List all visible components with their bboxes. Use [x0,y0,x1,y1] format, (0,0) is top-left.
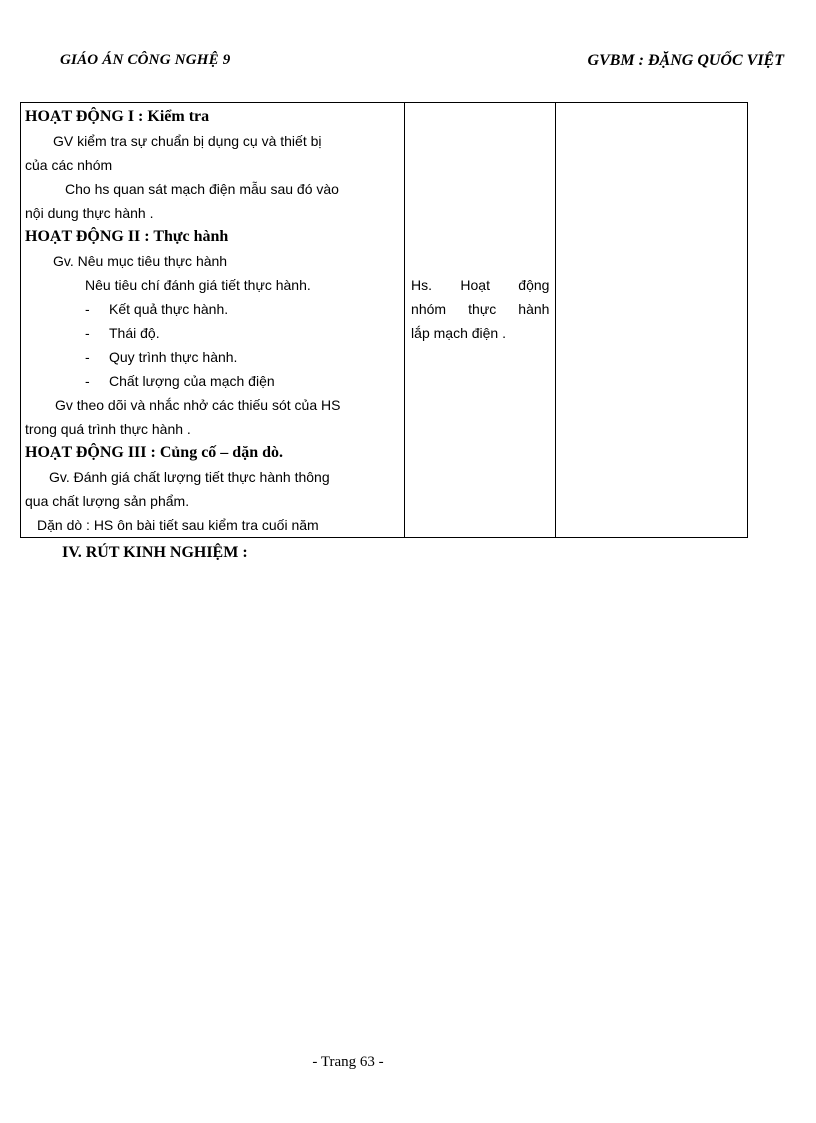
bullet-dash: - [85,301,90,317]
notes-cell [556,103,748,538]
activity-1-text: nội dung thực hành . [25,205,154,221]
student-activity-text: nhóm thực hành [411,301,550,317]
list-item [25,321,404,345]
activity-1-heading: HOẠT ĐỘNG I : Kiểm tra [25,108,210,125]
activity-3-text: Gv. Đánh giá chất lượng tiết thực hành thông [49,469,330,485]
header-left: GIÁO ÁN CÔNG NGHỆ 9 [60,52,231,68]
student-activity-cell [405,103,556,538]
list-item [25,297,404,321]
activity-1-text: Cho hs quan sát mạch điện mẫu sau đó vào [65,181,339,197]
bullet-dash: - [85,325,90,341]
list-item-text: Thái độ. [109,325,160,341]
bullet-dash: - [85,349,90,365]
list-item-text: Kết quả thực hành. [109,301,229,317]
lesson-table [20,102,748,538]
activity-2-text: Gv theo dõi và nhắc nhở các thiếu sót của HS [55,397,341,413]
header-right: GVBM : ĐẶNG QUỐC VIỆT [587,52,784,69]
activity-3-text: qua chất lượng sản phẩm. [25,493,190,509]
activity-3-heading: HOẠT ĐỘNG III : Củng cố – dặn dò. [25,444,283,461]
page-number: - Trang 63 - [312,1054,384,1070]
student-activity-text: lắp mạch điện . [411,325,506,341]
activity-2-text: Gv. Nêu mục tiêu thực hành [53,253,228,269]
activity-2-text: trong quá trình thực hành . [25,421,191,437]
section-heading: IV. RÚT KINH NGHIỆM : [62,544,248,561]
activity-1-text: GV kiểm tra sự chuẩn bị dụng cụ và thiết bị [53,133,322,149]
list-item-text: Chất lượng của mạch điện [109,373,275,389]
activity-3-text: Dặn dò : HS ôn bài tiết sau kiểm tra cuối năm [37,517,319,533]
activity-2-text: Nêu tiêu chí đánh giá tiết thực hành. [85,277,311,293]
activity-1-text: của các nhóm [25,157,113,173]
list-item-text: Quy trình thực hành. [109,349,238,365]
list-item [25,345,404,369]
bullet-dash: - [85,373,90,389]
student-activity-text: Hs. Hoạt động [411,277,550,293]
teacher-activity-cell [21,103,405,538]
activity-2-heading: HOẠT ĐỘNG II : Thực hành [25,228,229,245]
list-item [25,369,404,393]
